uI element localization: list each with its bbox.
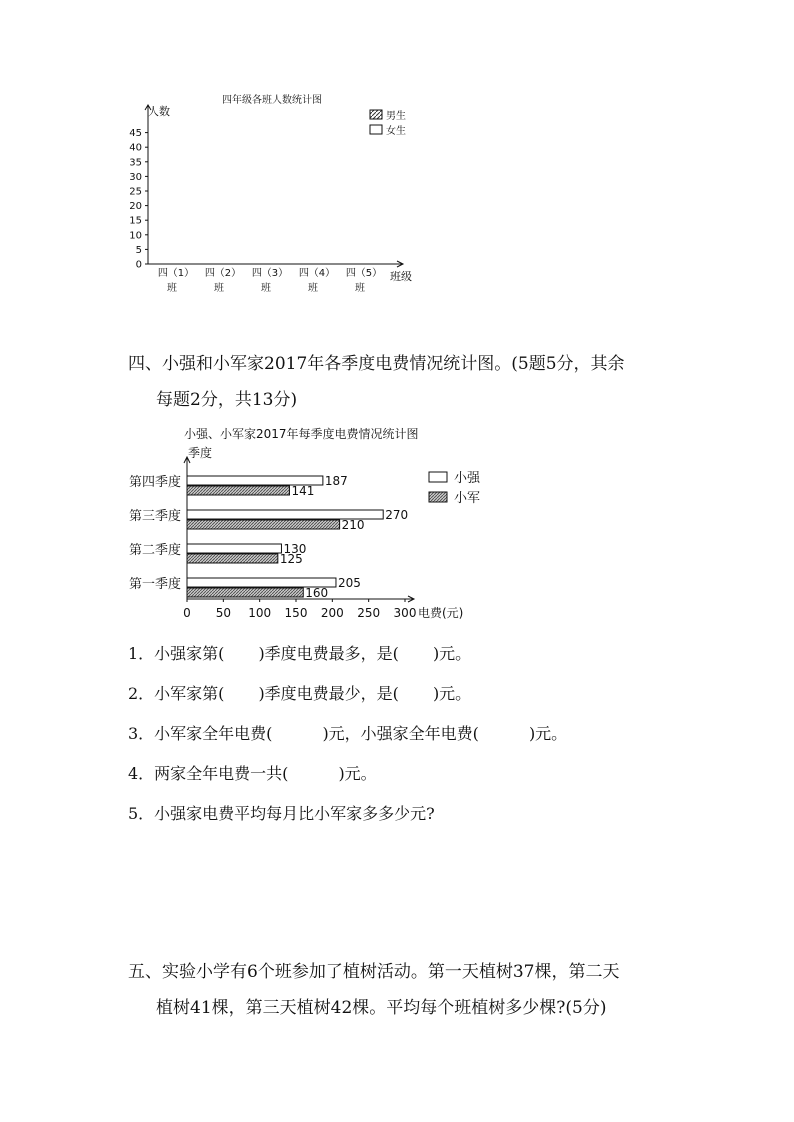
bar-value-label: 205 [337,576,361,590]
chart1-ytick-label: 10 [129,230,142,242]
chart2-xlabel: 电费(元) [418,606,464,620]
chart1-title: 四年级各班人数统计图 [222,95,322,106]
legend-xiaojun-swatch [429,492,447,502]
chart1-category-label: 四（5） [345,268,383,279]
bar-xiaoqiang [187,544,281,553]
chart1-xlabel: 班级 [390,270,412,283]
chart2-xtick-label: 100 [248,606,272,620]
chart2-title: 小强、小军家2017年每季度电费情况统计图 [184,427,419,441]
bar-xiaojun [187,588,303,597]
chart1-ytick-label: 45 [129,128,142,140]
chart1-category-label: 四（1） [157,268,195,279]
bar-xiaojun [187,554,278,563]
chart1-category-label: 四（4） [298,268,336,279]
chart2-category-label: 第四季度 [128,475,181,490]
electricity-bill-chart [104,420,524,626]
section-four-heading [128,346,688,418]
bar-value-label: 125 [279,552,303,566]
bar-value-label: 270 [385,508,409,522]
legend-xiaoqiang-swatch [429,472,447,482]
chart2-ylabel: 季度 [188,446,213,460]
chart2-xtick-label: 300 [393,606,417,620]
section-four-line1: 四、小强和小军家2017年各季度电费情况统计图。(5题5分，其余 [128,354,625,374]
bar-value-label: 141 [291,484,315,498]
chart1-category-label: 四（3） [251,268,289,279]
chart2-xtick-label: 50 [215,606,231,620]
chart1-ytick-label: 0 [135,259,142,271]
bar-value-label: 187 [324,474,348,488]
chart1-ytick-label: 40 [129,142,142,154]
question-4: 4．两家全年电费一共( )元。 [128,764,377,783]
section-five-line1: 五、实验小学有6个班参加了植树活动。第一天植树37棵，第二天 [128,962,620,982]
chart1-category-label-2: 班 [167,283,177,294]
bar-value-label: 210 [341,518,365,532]
bar-value-label: 160 [305,586,329,600]
chart1-ylabel: 人数 [148,105,170,118]
chart1-ytick-label: 25 [129,186,142,198]
section-five-heading [128,954,688,1026]
question-2: 2．小军家第( )季度电费最少，是( )元。 [128,684,472,703]
chart1-ytick-label: 30 [129,171,142,183]
chart1-ytick-label: 5 [135,244,142,256]
legend-xiaoqiang-label: 小强 [454,471,481,486]
bar-xiaojun [187,486,289,495]
legend-boys-swatch [370,110,382,119]
bar-xiaojun [187,520,340,529]
chart1-ytick-label: 20 [129,201,142,213]
chart1-category-label-2: 班 [214,283,224,294]
legend-xiaojun-label: 小军 [454,491,481,506]
chart2-xtick-label: 150 [284,606,308,620]
legend-boys-label: 男生 [386,111,406,122]
section-five-line2: 植树41棵，第三天植树42棵。平均每个班植树多少棵?(5分) [156,998,607,1018]
chart2-xtick-label: 200 [320,606,344,620]
legend-girls-label: 女生 [386,126,406,137]
question-3: 3．小军家全年电费( )元，小强家全年电费( )元。 [128,724,568,743]
question-5: 5．小强家电费平均每月比小军家多多少元? [128,804,435,823]
chart2-category-label: 第三季度 [128,509,181,524]
chart2-xtick-label: 250 [357,606,381,620]
chart1-category-label-2: 班 [261,283,271,294]
bar-value-label: 130 [283,542,307,556]
chart1-category-label-2: 班 [308,283,318,294]
chart2-category-label: 第一季度 [128,577,181,592]
chart2-xtick-label: 0 [183,606,191,620]
legend-girls-swatch [370,125,382,134]
question-1: 1．小强家第( )季度电费最多，是( )元。 [128,644,472,663]
chart2-category-label: 第二季度 [128,543,181,558]
chart1-ytick-label: 35 [129,157,142,169]
chart1-category-label: 四（2） [204,268,242,279]
chart1-ytick-label: 15 [129,215,142,227]
class-count-chart [100,88,430,298]
section-four-line2: 每题2分，共13分) [156,390,298,410]
chart1-category-label-2: 班 [355,283,365,294]
